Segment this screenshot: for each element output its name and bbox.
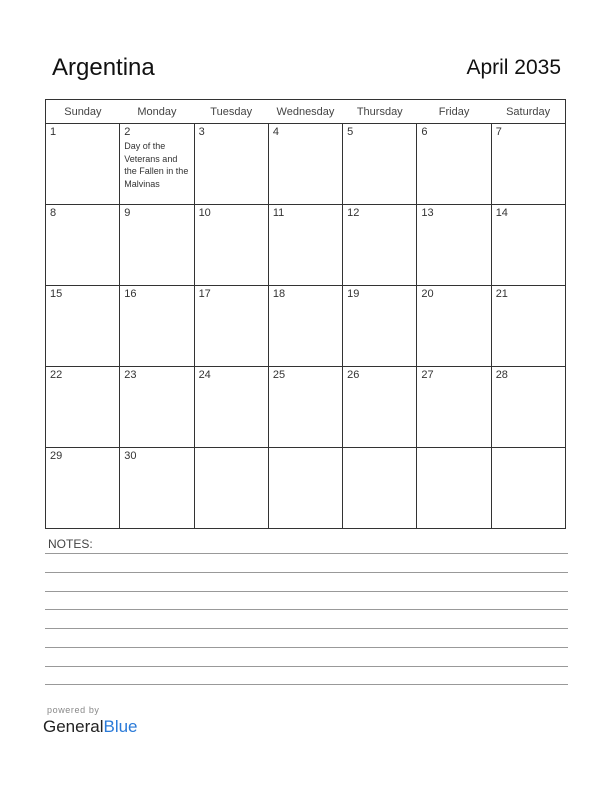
day-cell <box>120 205 194 286</box>
day-cell <box>491 124 565 205</box>
day-number: 12 <box>347 207 360 219</box>
day-number: 11 <box>272 207 285 219</box>
week-row <box>46 286 566 367</box>
day-cell <box>46 448 120 529</box>
note-line <box>45 572 568 573</box>
weekday-wednesday: Wednesday <box>268 100 342 124</box>
day-number: 17 <box>198 288 211 300</box>
weekday-saturday: Saturday <box>491 100 565 124</box>
day-number: 20 <box>421 288 434 300</box>
day-cell <box>194 124 268 205</box>
day-number: 3 <box>198 126 205 138</box>
day-number: 4 <box>272 126 279 138</box>
day-cell <box>491 448 565 529</box>
day-cell <box>120 286 194 367</box>
day-number: 5 <box>347 126 354 138</box>
brand-general: General <box>43 717 104 736</box>
day-cell <box>268 124 342 205</box>
generalblue-logo[interactable] <box>43 717 138 737</box>
day-number: 29 <box>50 450 63 462</box>
day-cell <box>491 205 565 286</box>
day-cell <box>46 124 120 205</box>
day-cell <box>343 205 417 286</box>
weekday-monday: Monday <box>120 100 194 124</box>
day-cell <box>491 286 565 367</box>
day-number: 2 <box>124 126 131 138</box>
day-number: 1 <box>50 126 57 138</box>
day-cell <box>46 286 120 367</box>
day-cell <box>343 286 417 367</box>
note-line <box>45 684 568 685</box>
day-cell <box>417 205 491 286</box>
day-number: 28 <box>495 369 508 381</box>
note-line <box>45 591 568 592</box>
day-cell <box>268 205 342 286</box>
day-cell <box>417 448 491 529</box>
note-line <box>45 628 568 629</box>
day-number: 25 <box>272 369 286 381</box>
brand-blue: Blue <box>103 717 138 736</box>
calendar-body <box>46 124 566 529</box>
day-cell <box>46 367 120 448</box>
day-cell <box>268 286 342 367</box>
week-row <box>46 367 566 448</box>
note-line <box>45 647 568 648</box>
day-cell <box>46 205 120 286</box>
day-number: 24 <box>198 369 211 381</box>
country-title: Argentina <box>52 54 155 81</box>
month-year-title: April 2035 <box>466 56 561 79</box>
day-number: 21 <box>495 288 508 300</box>
day-number: 22 <box>50 369 63 381</box>
day-cell <box>194 286 268 367</box>
day-cell <box>194 448 268 529</box>
calendar-grid <box>45 99 566 529</box>
day-number: 30 <box>124 450 137 462</box>
day-cell <box>343 367 417 448</box>
weekday-header-row <box>46 100 566 124</box>
holiday-label: Day of the Veterans and the Fallen in the Malvinas <box>124 141 189 189</box>
week-row <box>46 124 566 205</box>
day-number: 19 <box>347 288 360 300</box>
day-number: 9 <box>124 207 131 219</box>
note-line <box>45 609 568 610</box>
day-number: 15 <box>50 288 63 300</box>
day-number: 14 <box>495 207 508 219</box>
day-cell <box>417 367 491 448</box>
day-number: 18 <box>272 288 286 300</box>
day-cell <box>120 448 194 529</box>
week-row <box>46 448 566 529</box>
day-number: 13 <box>421 207 434 219</box>
day-number: 23 <box>124 369 137 381</box>
day-cell <box>491 367 565 448</box>
day-number: 26 <box>347 369 360 381</box>
day-number: 7 <box>495 126 502 138</box>
day-cell <box>194 367 268 448</box>
day-cell <box>120 124 194 205</box>
day-number: 6 <box>421 126 428 138</box>
day-number: 27 <box>421 369 434 381</box>
day-number: 10 <box>198 207 211 219</box>
day-cell <box>120 367 194 448</box>
note-line <box>45 666 568 667</box>
day-cell <box>268 448 342 529</box>
day-cell <box>417 286 491 367</box>
weekday-sunday: Sunday <box>46 100 120 124</box>
day-number: 8 <box>50 207 57 219</box>
notes-label: NOTES: <box>48 537 93 551</box>
day-cell <box>417 124 491 205</box>
day-cell <box>343 124 417 205</box>
week-row <box>46 205 566 286</box>
day-cell <box>268 367 342 448</box>
weekday-friday: Friday <box>417 100 491 124</box>
weekday-thursday: Thursday <box>343 100 417 124</box>
weekday-tuesday: Tuesday <box>194 100 268 124</box>
day-cell <box>194 205 268 286</box>
day-number: 16 <box>124 288 137 300</box>
day-cell <box>343 448 417 529</box>
powered-by-text: powered by <box>47 705 100 715</box>
note-line <box>45 553 568 554</box>
